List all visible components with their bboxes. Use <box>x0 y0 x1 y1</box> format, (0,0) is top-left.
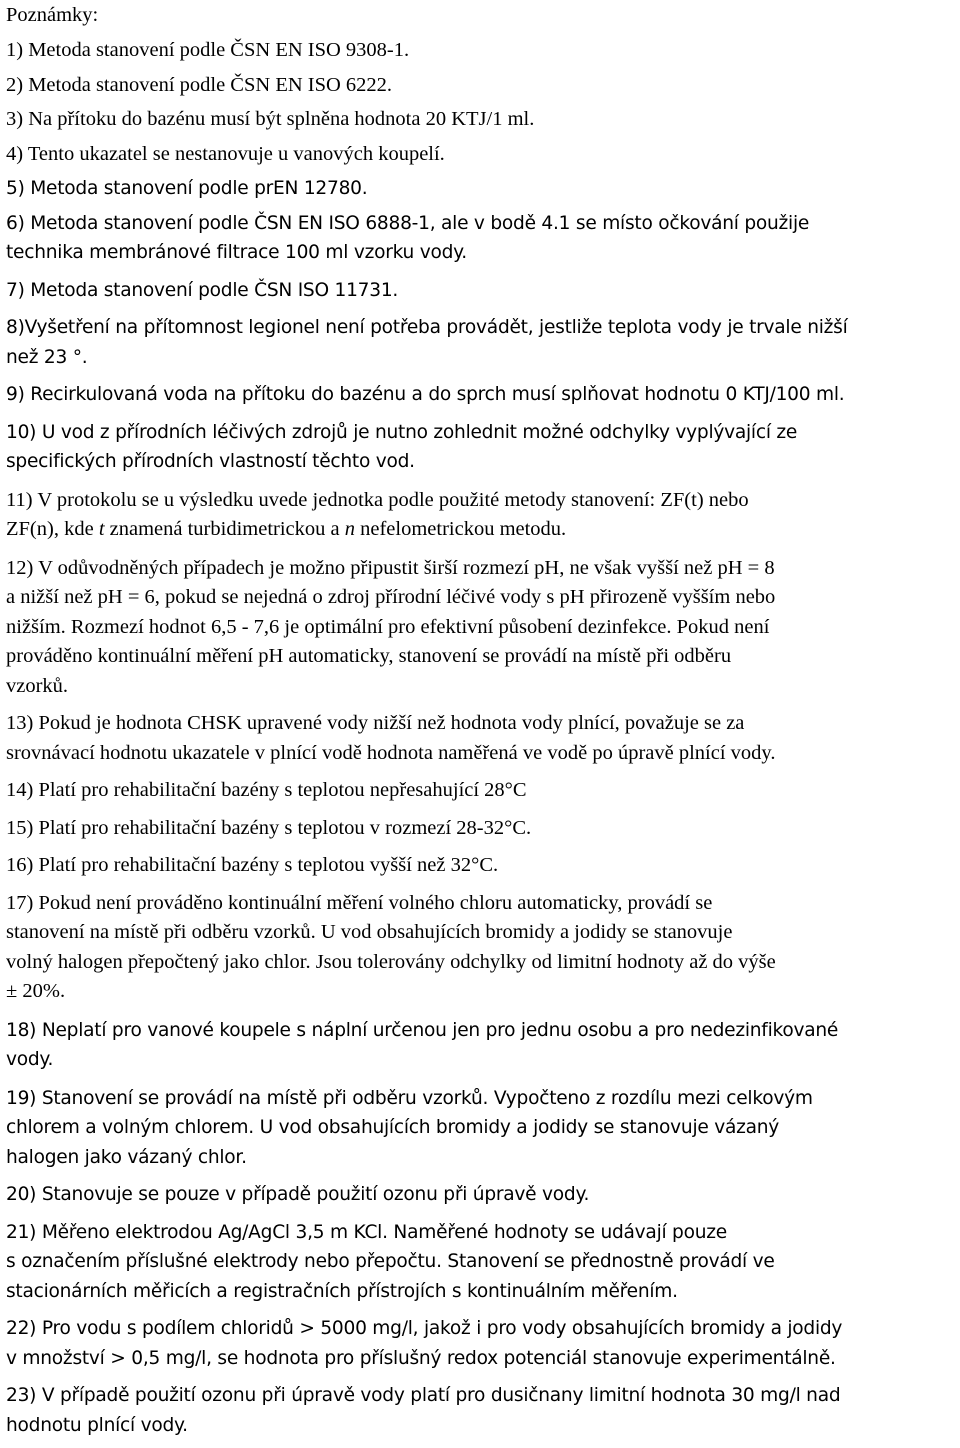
note-line: technika membránové filtrace 100 ml vzorku vody. <box>6 242 467 263</box>
note-item <box>6 486 956 545</box>
note-line: 5) Metoda stanovení podle prEN 12780. <box>6 178 368 199</box>
note-line: vody. <box>6 1049 54 1070</box>
note-line: 20) Stanovuje se pouze v případě použití ozonu při úpravě vody. <box>6 1184 590 1205</box>
note-spacer <box>6 1373 956 1381</box>
note-line: 17) Pokud není prováděno kontinuální měření volného chloru automaticky, provádí se <box>6 891 713 914</box>
note-line: 23) V případě použití ozonu při úpravě vody platí pro dusičnany limitní hodnota 30 mg/l nad <box>6 1385 841 1406</box>
note-item <box>6 851 956 881</box>
note-item <box>6 776 956 806</box>
notes-page <box>6 0 956 1440</box>
note-item <box>6 1218 956 1307</box>
note-line: 21) Měřeno elektrodou Ag/AgCl 3,5 m KCl. Naměřené hodnoty se udávají pouze <box>6 1221 727 1243</box>
note-item <box>6 418 956 477</box>
note-spacer <box>6 701 956 709</box>
note-line: 16) Platí pro rehabilitační bazény s teplotou vyšší než 32°C. <box>6 854 499 876</box>
note-item <box>6 554 956 702</box>
note-line: 2) Metoda stanovení podle ČSN EN ISO 6222. <box>6 73 393 96</box>
note-line: halogen jako vázaný chlor. <box>6 1146 247 1168</box>
note-line: srovnávací hodnotu ukazatele v plnící vodě hodnota naměřená ve vodě po úpravě plnící vody. <box>6 741 776 764</box>
note-line: 15) Platí pro rehabilitační bazény s teplotou v rozmezí 28-32°C. <box>6 816 532 839</box>
note-line: 19) Stanovení se provádí na místě při odběru vzorků. Vypočteno z rozdílu mezi celkovým <box>6 1087 813 1109</box>
note-line: specifických přírodních vlastností těchto vod. <box>6 451 415 472</box>
note-spacer <box>6 881 956 889</box>
note-line: volný halogen přepočtený jako chlor. Jsou tolerovány odchylky od limitní hodnoty až do výše <box>6 950 776 973</box>
note-spacer <box>6 305 956 313</box>
note-line: 13) Pokud je hodnota CHSK upravené vody nižší než hodnota vody plnící, považuje se za <box>6 712 745 734</box>
note-item <box>6 1180 956 1210</box>
note-spacer <box>6 843 956 851</box>
variable-n: n <box>344 518 355 540</box>
note-line: vzorků. <box>6 674 69 697</box>
note-line: ± 20%. <box>6 980 66 1002</box>
note-line: 11) V protokolu se u výsledku uvede jednotka podle použité metody stanovení: ZF(t) nebo <box>6 488 749 511</box>
note-line: prováděno kontinuální měření pH automaticky, stanovení se provádí na místě při odběru <box>6 645 732 667</box>
note-spacer <box>6 1306 956 1314</box>
note-spacer <box>6 1172 956 1180</box>
note-item <box>6 71 956 101</box>
note-item <box>6 313 956 372</box>
note-item <box>6 174 956 204</box>
note-item <box>6 1381 956 1440</box>
note-line: 14) Platí pro rehabilitační bazény s teplotou nepřesahující 28°C <box>6 779 527 801</box>
note-line: 18) Neplatí pro vanové koupele s náplní určenou jen pro jednu osobu a pro nedezinfikované <box>6 1019 839 1041</box>
note-spacer <box>6 806 956 814</box>
note-line: 1) Metoda stanovení podle ČSN EN ISO 9308-1. <box>6 39 410 61</box>
note-item <box>6 1016 956 1075</box>
note-line: ZF(n), kde t znamená turbidimetrickou a n nefelometrickou metodu. <box>6 518 567 540</box>
note-spacer <box>6 268 956 276</box>
note-line: 8)Vyšetření na přítomnost legionel není potřeba provádět, jestliže teplota vody je trvale nižší <box>6 317 848 338</box>
note-item <box>6 814 956 844</box>
note-item <box>6 1084 956 1173</box>
note-line: 3) Na přítoku do bazénu musí být splněna hodnota 20 KTJ/1 ml. <box>6 108 535 130</box>
note-line: chlorem a volným chlorem. U vod obsahujících bromidy a jodidy se stanovuje vázaný <box>6 1117 780 1138</box>
note-line: 9) Recirkulovaná voda na přítoku do bazénu a do sprch musí splňovat hodnotu 0 KTJ/100 ml. <box>6 384 845 405</box>
note-spacer <box>6 768 956 776</box>
note-line: s označením příslušné elektrody nebo přepočtu. Stanovení se přednostně provádí ve <box>6 1251 775 1272</box>
note-line: 7) Metoda stanovení podle ČSN ISO 11731. <box>6 279 399 301</box>
note-spacer <box>6 477 956 486</box>
note-line: v množství > 0,5 mg/l, se hodnota pro příslušný redox potenciál stanovuje experimentálně. <box>6 1347 836 1369</box>
note-item <box>6 105 956 135</box>
note-spacer <box>6 545 956 554</box>
note-item <box>6 140 956 170</box>
note-spacer <box>6 410 956 418</box>
note-item <box>6 889 956 1007</box>
note-item <box>6 36 956 66</box>
page-heading: Poznámky: <box>6 4 99 26</box>
note-line: stacionárních měřicích a registračních přístrojích s kontinuálním měřením. <box>6 1280 678 1302</box>
note-line: nižším. Rozmezí hodnot 6,5 - 7,6 je optimální pro efektivní působení dezinfekce. Pokud není <box>6 615 770 638</box>
note-spacer <box>6 372 956 380</box>
variable-t: t <box>98 518 105 540</box>
note-line: než 23 °. <box>6 346 88 368</box>
note-line: 12) V odůvodněných případech je možno připustit širší rozmezí pH, ne však vyšší než pH = 8 <box>6 556 775 579</box>
note-item <box>6 709 956 768</box>
note-line: 4) Tento ukazatel se nestanovuje u vanových koupelí. <box>6 142 445 165</box>
note-line: 22) Pro vodu s podílem chloridů > 5000 mg/l, jakož i pro vody obsahujících bromidy a jodidy <box>6 1318 843 1339</box>
note-line: a nižší než pH = 6, pokud se nejedná o zdroj přírodní léčivé vody s pH přirozeně vyšším nebo <box>6 586 776 608</box>
note-line: hodnotu plnící vody. <box>6 1414 188 1436</box>
note-item <box>6 209 956 268</box>
notes-list <box>6 30 956 1440</box>
note-spacer <box>6 1075 956 1084</box>
note-item <box>6 380 956 410</box>
note-line: 10) U vod z přírodních léčivých zdrojů je nutno zohlednit možné odchylky vyplývající ze <box>6 421 798 443</box>
note-line: stanovení na místě při odběru vzorků. U vod obsahujících bromidy a jodidy se stanovuje <box>6 921 733 943</box>
note-item <box>6 1314 956 1373</box>
note-item <box>6 276 956 306</box>
note-spacer <box>6 1210 956 1218</box>
note-spacer <box>6 1007 956 1016</box>
note-line: 6) Metoda stanovení podle ČSN EN ISO 6888-1, ale v bodě 4.1 se místo očkování použije <box>6 212 810 234</box>
